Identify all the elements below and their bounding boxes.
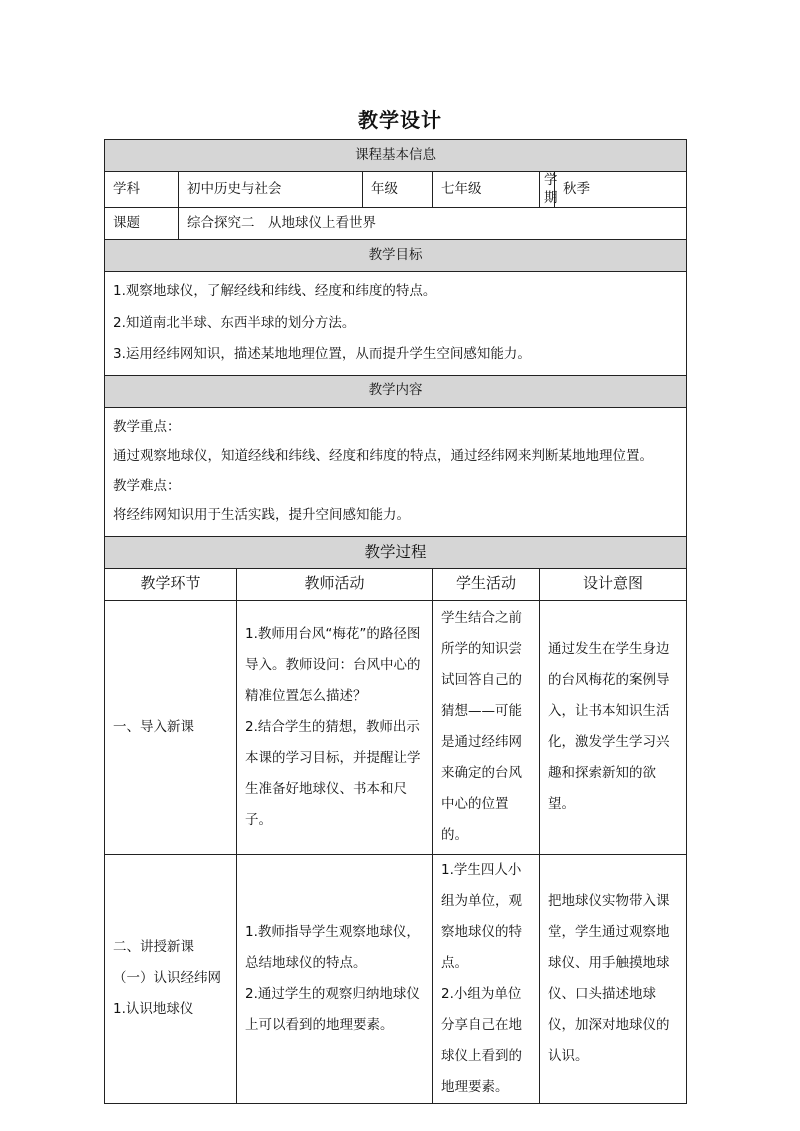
process-header-row	[105, 536, 687, 568]
content-header: 教学内容	[105, 375, 687, 407]
student-activity-cell	[433, 854, 540, 1103]
key-point-label: 教学重点：	[113, 418, 181, 435]
design-intent-item: 把地球仪实物带入课堂，学生通过观察地球仪、用手触摸地球仪、口头描述地球仪，加深对地球仪的认识。	[548, 892, 670, 1064]
column-header-teacher: 教师活动	[237, 568, 433, 600]
objective-item: 2.知道南北半球、东西半球的划分方法。	[113, 314, 356, 331]
student-activity-item: 2.小组为单位分享自己在地球仪上看到的地理要素。	[441, 985, 522, 1095]
topic-value: 综合探究二 从地球仪上看世界	[179, 208, 687, 240]
teacher-activity-item: 2.结合学生的猜想，教师出示本课的学习目标，并提醒让学生准备好地球仪、书本和尺子。	[245, 718, 421, 828]
objectives-list	[105, 272, 687, 376]
content-row	[105, 407, 687, 536]
stage-line: 1.认识地球仪	[113, 1001, 194, 1018]
teacher-activity-cell	[237, 854, 433, 1103]
subject-label: 学科	[105, 172, 179, 208]
process-header: 教学过程	[105, 536, 687, 568]
teacher-activity-item: 1.教师用台风“梅花”的路径图导入。教师设问：台风中心的精准位置怎么描述？	[245, 625, 421, 704]
student-activity-item: 学生结合之前所学的知识尝试回答自己的猜想——可能是通过经纬网来确定的台风中心的位置的。	[441, 610, 522, 844]
stage-line: 一、导入新课	[113, 718, 194, 735]
process-row-new-lesson	[105, 854, 687, 1103]
teacher-activity-item: 2.通过学生的观察归纳地球仪上可以看到的地理要素。	[245, 985, 420, 1033]
objective-item: 1.观察地球仪，了解经线和纬线、经度和纬度的特点。	[113, 283, 437, 300]
stage-cell	[105, 600, 237, 854]
stage-line: （一）认识经纬网	[113, 970, 221, 987]
grade-label: 年级	[363, 172, 433, 208]
grade-value: 七年级	[433, 172, 540, 208]
column-header-intent: 设计意图	[540, 568, 687, 600]
difficulty-text: 将经纬网知识用于生活实践，提升空间感知能力。	[113, 507, 410, 524]
topic-label: 课题	[105, 208, 179, 240]
process-row-intro	[105, 600, 687, 854]
basic-info-header-row	[105, 140, 687, 172]
design-intent-item: 通过发生在学生身边的台风梅花的案例导入，让书本知识生活化，激发学生学习兴趣和探索新知的欲望。	[548, 641, 670, 813]
student-activity-item: 1.学生四人小组为单位，观察地球仪的特点。	[441, 861, 522, 971]
stage-line: 二、讲授新课	[113, 939, 194, 956]
student-activity-cell	[433, 600, 540, 854]
column-header-student: 学生活动	[433, 568, 540, 600]
document-title: 教学设计	[358, 108, 442, 132]
objective-item: 3.运用经纬网知识，描述某地地理位置，从而提升学生空间感知能力。	[113, 346, 531, 363]
stage-cell	[105, 854, 237, 1103]
design-intent-cell	[540, 600, 687, 854]
subject-value: 初中历史与社会	[179, 172, 363, 208]
subject-row	[105, 172, 687, 208]
term-label: 学期	[540, 172, 555, 208]
content-body	[105, 407, 687, 536]
key-point-text: 通过观察地球仪，知道经线和纬线、经度和纬度的特点，通过经纬网来判断某地地理位置。	[113, 448, 653, 465]
objectives-header: 教学目标	[105, 240, 687, 272]
topic-row	[105, 208, 687, 240]
teacher-activity-item: 1.教师指导学生观察地球仪，总结地球仪的特点。	[245, 923, 420, 971]
objectives-row	[105, 272, 687, 376]
difficulty-label: 教学难点：	[113, 477, 181, 494]
content-header-row	[105, 375, 687, 407]
design-intent-cell	[540, 854, 687, 1103]
term-value: 秋季	[555, 172, 687, 208]
lesson-plan-table	[104, 139, 687, 1104]
process-column-header-row	[105, 568, 687, 600]
objectives-header-row	[105, 240, 687, 272]
teacher-activity-cell	[237, 600, 433, 854]
column-header-stage: 教学环节	[105, 568, 237, 600]
basic-info-header: 课程基本信息	[105, 140, 687, 172]
